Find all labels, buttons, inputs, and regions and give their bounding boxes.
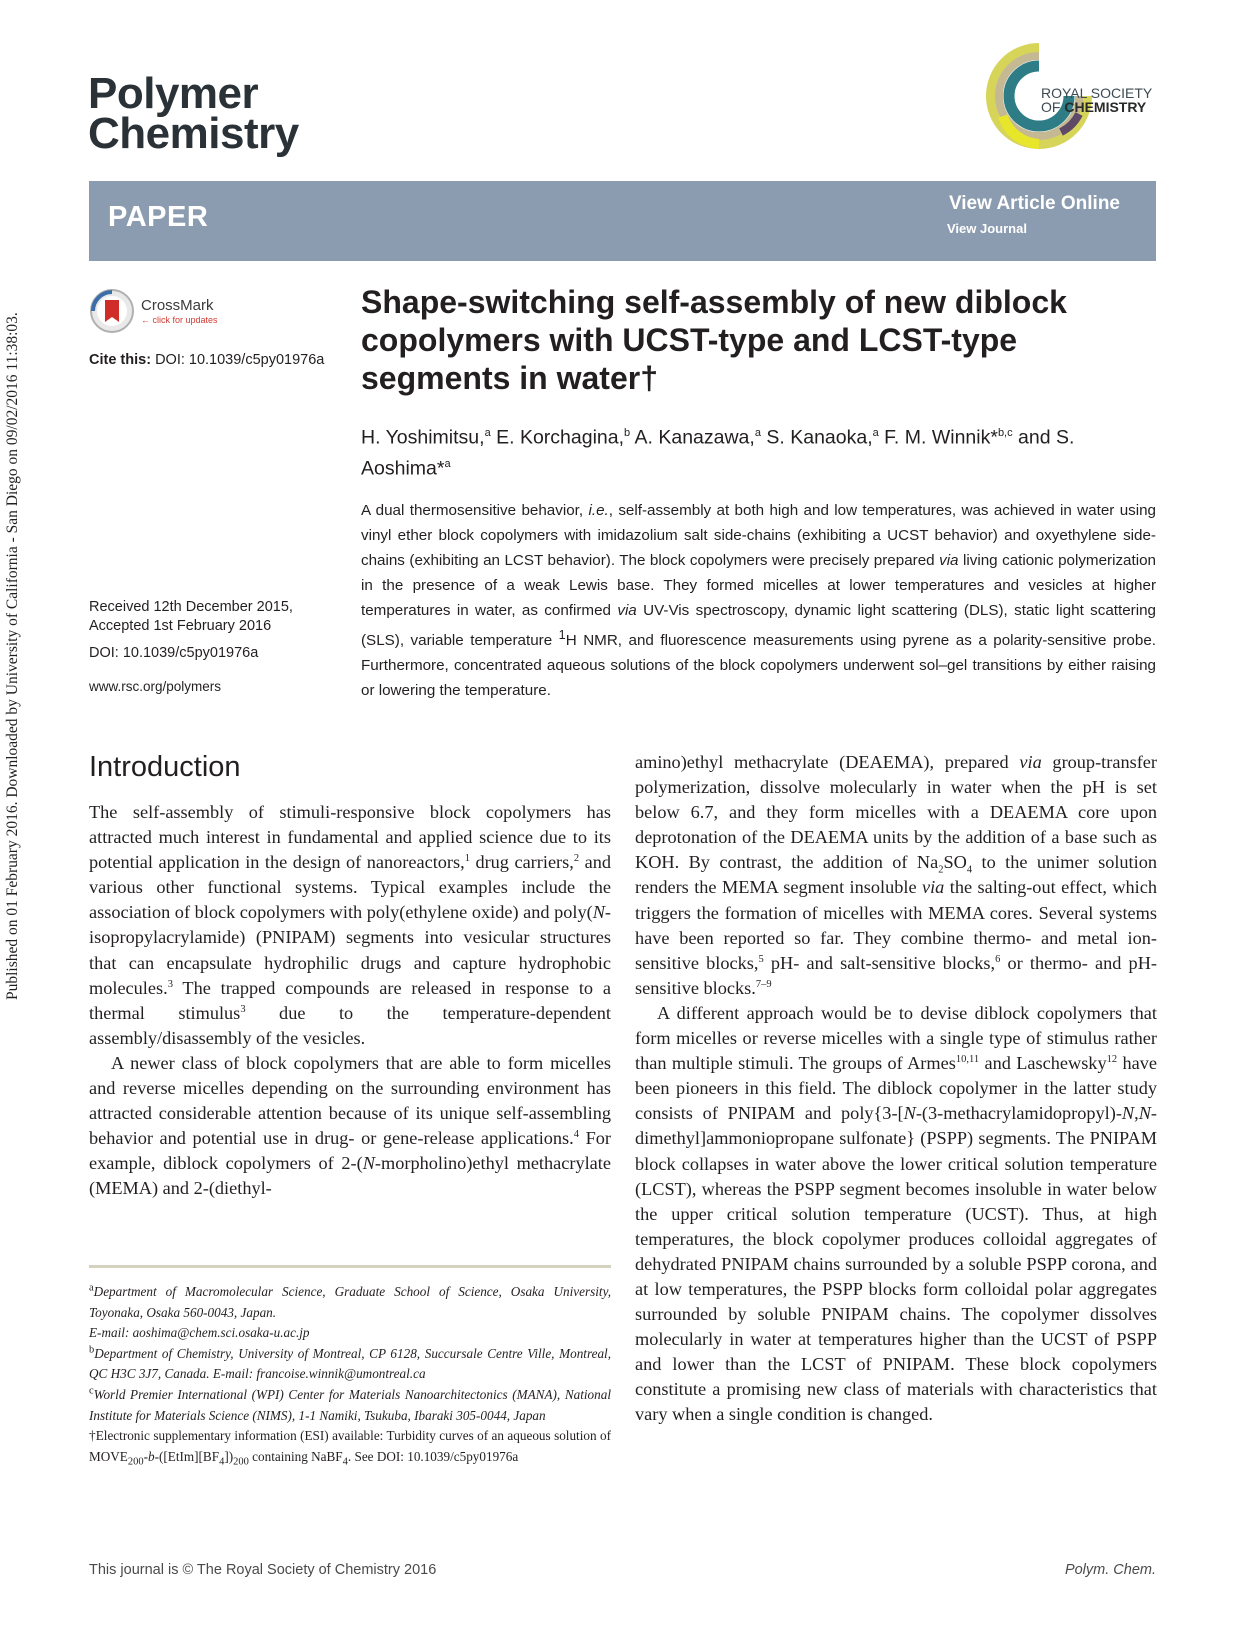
body-column-left (89, 750, 611, 1202)
footnote-affiliation-a: $^a$Department of Macromolecular Science, Graduate School of Science, Osaka University, Toyonaka, Osaka 560-0043, Japan. (89, 1282, 611, 1320)
footnote-affiliation-c: $^c$World Premier International (WPI) Center for Materials Nanoarchitectonics (MANA), National Institute for Materials Science (NIMS), 1-1 Namiki, Tsukuba, Ibaraki 305-0044, Japan (89, 1385, 611, 1423)
footer-journal-abbrev: Polym. Chem. (1064, 1562, 1156, 1578)
crossmark-button[interactable] (89, 288, 229, 338)
crossmark-sub-text: click for updates (152, 315, 218, 325)
rsc-logo-text (1041, 86, 1152, 114)
article-type-banner (89, 181, 1156, 261)
introduction-heading: Introduction (89, 751, 241, 783)
crossmark-icon (89, 288, 135, 334)
view-journal-link[interactable]: View Journal (947, 221, 1027, 236)
body-column-right (635, 750, 1157, 1428)
intro-paragraph-1: The self-assembly of stimuli-responsive block copolymers has attracted much interest in fundamental and applied science due to its potential application in the design of nanoreactors,$^1$ drug carriers,$^2$ and various other functional systems. Typical examples include the association of block copolymers with poly(ethylene oxide) and poly(N-isopropylacrylamide) (PNIPAM) segments into vesicular structures that can encapsulate hydrophilic drugs and capture hydrophobic molecules.$^3$ The trapped compounds are released in response to a thermal stimulus$^3$ due to the temperature-dependent assembly/disassembly of the vesicles. (89, 802, 612, 1048)
rsc-logo-line1: ROYAL SOCIETY (1041, 85, 1153, 101)
journal-title-line1: Polymer (88, 69, 259, 118)
footnotes (89, 1282, 611, 1467)
footnote-affiliation-b: $^b$Department of Chemistry, University of Montreal, CP 6128, Succursale Centre Ville, Montreal, QC H3C 3J7, Canada. E-mail: francoise.winnik@umontreal.ca (89, 1344, 611, 1382)
article-type-label: PAPER (108, 201, 209, 233)
article-title: Shape-switching self-assembly of new diblock copolymers with UCST-type and LCST-type segments in water† (361, 284, 1067, 396)
abstract: A dual thermosensitive behavior, i.e., self-assembly at both high and low temperatures, was achieved in water using vinyl ether block copolymers with imidazolium salt side-chains (exhibiting a UCST behavior) and oxyethylene side-chains (exhibiting an LCST behavior). The block copolymers were precisely prepared via living cationic polymerization in the presence of a weak Lewis base. They formed micelles at lower temperatures and vesicles at higher temperatures in water, as confirmed via UV-Vis spectroscopy, dynamic light scattering (DLS), static light scattering (SLS), variable temperature $^1$H NMR, and fluorescence measurements using pyrene as a polarity-sensitive probe. Furthermore, concentrated aqueous solutions of the block copolymers underwent sol–gel transitions by either raising or lowering the temperature. (361, 502, 1156, 700)
footer-copyright: This journal is © The Royal Society of Chemistry 2016 (89, 1562, 437, 1578)
journal-title (88, 69, 299, 158)
cite-this-label: Cite this: (89, 352, 152, 368)
cite-this-doi: DOI: 10.1039/c5py01976a (155, 352, 325, 368)
intro-paragraph-2-continued: amino)ethyl methacrylate (DEAEMA), prepared via group-transfer polymerization, dissolve molecularly in water when the pH is set below 6.7, and they form micelles with a DEAEMA core upon deprotonation of the DEAEMA units by the addition of a base such as KOH. By contrast, the addition of $Na_2SO_4$ to the unimer solution renders the MEMA segment insoluble via the salting-out effect, which triggers the formation of micelles with MEMA cores. Several systems have been reported so far. They combine thermo- and metal ion-sensitive blocks,$^5$ pH- and salt-sensitive blocks,$^6$ or thermo- and pH-sensitive blocks.$^{7-9}$ (635, 752, 1157, 998)
footnote-esi: †Electronic supplementary information (ESI) available: Turbidity curves of an aqueous solution of $MOVE_{200}-b-([EtIm][BF_4])_{200}$ containing NaBF$_4$. See DOI: 10.1039/c5py01976a (89, 1428, 611, 1468)
received-date: Received 12th December 2015, (89, 599, 293, 615)
intro-paragraph-3: A different approach would be to devise diblock copolymers that form micelles or reverse micelles with a single type of stimulus rather than multiple stimuli. The groups of Armes$^{10,11}$ and Laschewsky$^{12}$ have been pioneers in this field. The diblock copolymer in the latter study consists of PNIPAM and poly{3-[N-(3-methacrylamidopropyl)-N,N-dimethyl]ammoniopropane sulfonate} (PSPP) segments. The PNIPAM block collapses in water above the lower critical solution temperature (LCST), whereas the PSPP segment becomes insoluble in water below the upper critical solution temperature (UCST). Thus, at high temperatures, the block copolymer produces colloidal aggregates of dehydrated PNIPAM chains surrounded by a soluble PSPP corona, and at low temperatures, the PSPP blocks form colloidal polar aggregates surrounded by soluble PNIPAM chains. The copolymer dissolves molecularly in water at temperatures higher than the UCST of PSPP and lower than the LCST of PNIPAM. These block copolymers constitute a promising new class of materials with characteristics that vary when a single condition is changed. (635, 1002, 1157, 1425)
intro-paragraph-2: A newer class of block copolymers that are able to form micelles and reverse micelles depending on the surrounding environment has attracted considerable attention because of its unique self-assembling behavior and potential use in drug- or gene-release applications.$^4$ For example, diblock copolymers of 2-(N-morpholino)ethyl methacrylate (MEMA) and 2-(diethyl- (89, 1052, 611, 1199)
crossmark-label: CrossMark (141, 297, 214, 314)
journal-title-line2: Chemistry (88, 109, 299, 158)
footnote-divider (89, 1265, 611, 1268)
rsc-logo-line2-bold: CHEMISTRY (1064, 99, 1147, 115)
cite-this (89, 352, 324, 368)
download-note: Published on 01 February 2016. Downloaded by University of California - San Diego on 09/02/2016 11:38:03. (4, 312, 21, 1000)
view-article-online-link[interactable]: View Article Online (948, 193, 1120, 214)
accepted-date: Accepted 1st February 2016 (89, 618, 272, 634)
crossmark-sublabel: ← click for updates (141, 315, 218, 325)
article-history (89, 598, 319, 696)
journal-url-link[interactable]: www.rsc.org/polymers (89, 679, 222, 694)
rsc-logo (983, 40, 1159, 152)
author-list: H. Yoshimitsu,$^a$ E. Korchagina,$^b$ A. Kanazawa,$^a$ S. Kanaoka,$^a$ F. M. Winnik*$^{b,c}$ and S. Aoshima*$^a$ (361, 426, 1075, 479)
rsc-logo-line2-prefix: OF (1041, 99, 1061, 115)
article-doi: DOI: 10.1039/c5py01976a (89, 645, 259, 661)
footnote-affiliation-a-email: E-mail: aoshima@chem.sci.osaka-u.ac.jp (89, 1325, 310, 1341)
